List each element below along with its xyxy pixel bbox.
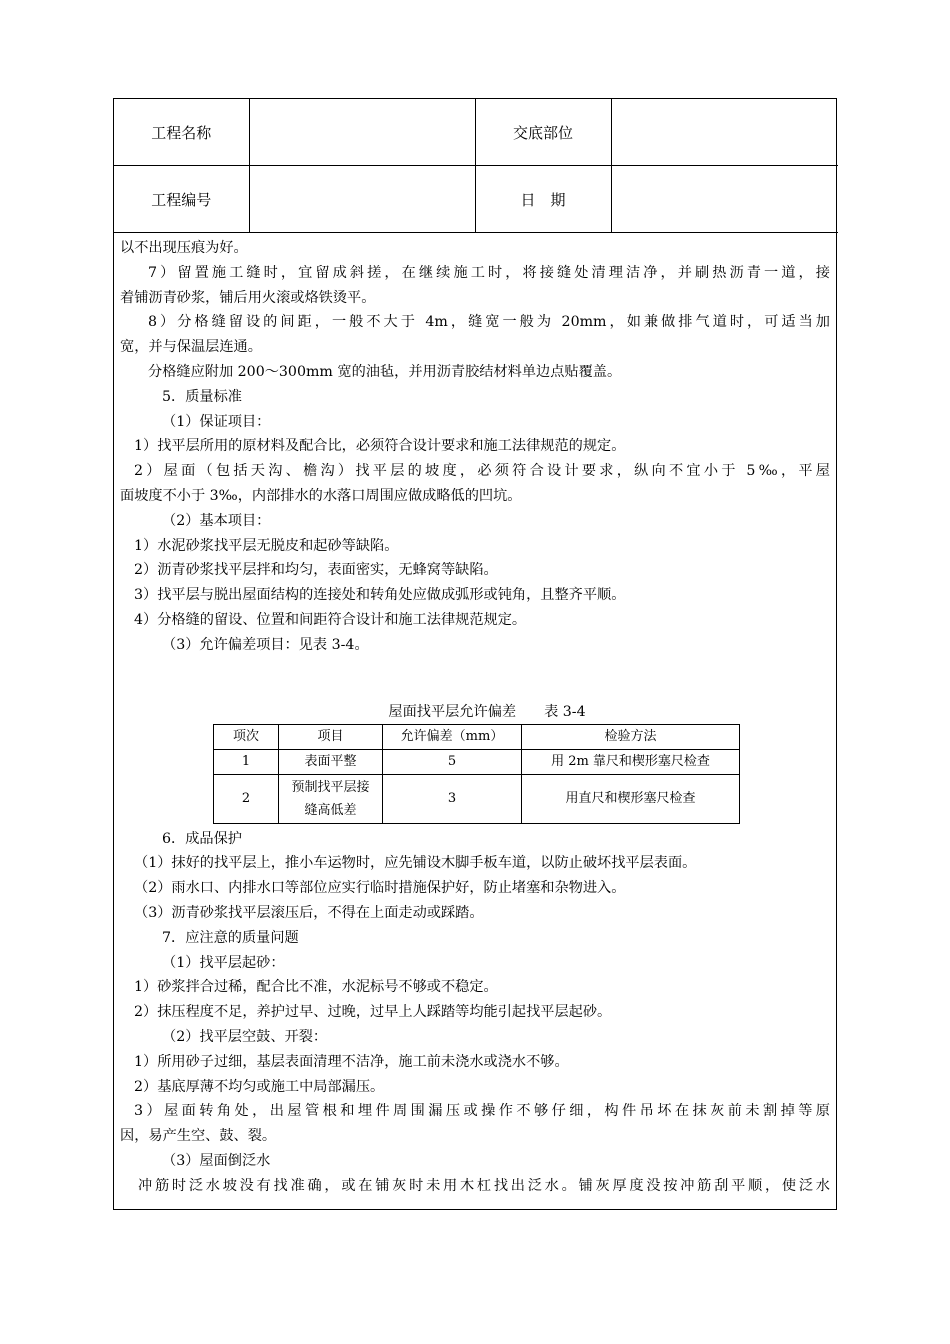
text-line: 2）屋面（包括天沟、檐沟）找平层的坡度，必须符合设计要求，纵向不宜小于 5‰，平屋: [134, 463, 830, 480]
project-name-label: 工程名称: [114, 99, 249, 166]
body-text: [114, 236, 836, 1199]
section-heading: 6．成品保护: [162, 830, 242, 847]
table-cell: [279, 774, 383, 823]
text-line: 分格缝应附加 200～300mm 宽的油毡，并用沥青胶结材料单边点贴覆盖。: [148, 363, 622, 380]
table-cell: 用 2m 靠尺和楔形塞尺检查: [522, 749, 740, 774]
subsection-heading: （2）基本项目：: [162, 512, 271, 529]
section-heading: 7．应注意的质量问题: [162, 929, 299, 946]
text-line: （2）雨水口、内排水口等部位应实行临时措施保护好，防止堵塞和杂物进入。: [134, 880, 626, 897]
subsection-heading: （2）找平层空鼓、开裂：: [162, 1028, 328, 1045]
table-header-cell: 项目: [279, 724, 383, 749]
table-cell: 2: [214, 774, 279, 823]
table-title: 屋面找平层允许偏差: [388, 703, 517, 720]
text-line: （1）抹好的找平层上，推小车运物时，应先铺设木脚手板车道，以防止破坏找平层表面。: [134, 855, 697, 872]
subsection-heading: （1）找平层起砂：: [162, 954, 285, 971]
text-line: 因，易产生空、鼓、裂。: [120, 1128, 277, 1145]
table-cell-line: 缝高低差: [304, 802, 357, 818]
disclosure-form: [113, 98, 837, 1210]
text-line: 3）找平层与脱出屋面结构的连接处和转角处应做成弧形或钝角，且整齐平顺。: [134, 587, 626, 604]
project-no-value[interactable]: [249, 166, 475, 233]
date-label: 日 期: [475, 166, 611, 233]
table-row: [214, 774, 740, 823]
table-header-cell: 检验方法: [522, 724, 740, 749]
text-line: 1）所用砂子过细，基层表面清理不洁净，施工前未浇水或浇水不够。: [134, 1053, 569, 1070]
project-no-label: 工程编号: [114, 166, 249, 233]
table-cell: 1: [214, 749, 279, 774]
text-line: （3）沥青砂浆找平层滚压后，不得在上面走动或踩踏。: [134, 904, 484, 921]
text-line: 3）屋面转角处，出屋管根和埋件周围漏压或操作不够仔细，构件吊坏在抹灰前未割掉等原: [134, 1103, 830, 1120]
subsection-heading: （3）允许偏差项目：见表 3-4。: [162, 636, 369, 653]
handover-part-value[interactable]: [611, 99, 838, 166]
text-line: 以不出现压痕为好。: [120, 240, 248, 256]
text-line: 7）留置施工缝时，宜留成斜搓，在继续施工时，将接缝处清理洁净，并刷热沥青一道，接: [148, 264, 830, 281]
table-cell: 5: [383, 749, 522, 774]
deviation-table: [213, 724, 740, 824]
text-line: 2）沥青砂浆找平层拌和均匀，表面密实，无蜂窝等缺陷。: [134, 562, 498, 579]
table-cell: 用直尺和楔形塞尺检查: [522, 774, 740, 823]
text-line: 1）找平层所用的原材料及配合比，必须符合设计要求和施工法律规范的规定。: [134, 438, 626, 455]
table-cell: 3: [383, 774, 522, 823]
header-table: [114, 99, 838, 233]
date-value[interactable]: [611, 166, 838, 233]
table-header-cell: 允许偏差（mm）: [383, 724, 522, 749]
text-line: 面坡度不小于 3‰，内部排水的水落口周围应做成略低的凹坑。: [120, 487, 522, 504]
text-line: 1）水泥砂浆找平层无脱皮和起砂等缺陷。: [134, 537, 399, 554]
project-name-value[interactable]: [249, 99, 475, 166]
text-line: 8）分格缝留设的间距，一般不大于 4m，缝宽一般为 20mm，如兼做排气道时，可适当加: [148, 314, 830, 331]
table-number: 表 3-4: [544, 703, 586, 720]
text-line: 2）基底厚薄不均匀或施工中局部漏压。: [134, 1078, 385, 1095]
table-cell: 表面平整: [279, 749, 383, 774]
text-line: 着铺沥青砂浆，铺后用火滚或烙铁烫平。: [120, 289, 376, 306]
text-line: 1）砂浆拌合过稀，配合比不准，水泥标号不够或不稳定。: [134, 979, 498, 996]
table-row: [214, 749, 740, 774]
text-line: 2）抹压程度不足，养护过早、过晚，过早上人踩踏等均能引起找平层起砂。: [134, 1004, 612, 1021]
table-header-cell: 项次: [214, 724, 279, 749]
text-line: 4）分格缝的留设、位置和间距符合设计和施工法律规范规定。: [134, 611, 527, 628]
subsection-heading: （3）屋面倒泛水: [162, 1152, 271, 1169]
handover-part-label: 交底部位: [475, 99, 611, 166]
table-caption: [120, 700, 830, 724]
section-heading: 5．质量标准: [162, 388, 242, 405]
table-cell-line: 预制找平层接: [291, 779, 370, 795]
text-line: 冲筋时泛水坡没有找准确，或在铺灰时未用木杠找出泛水。铺灰厚度没按冲筋刮平顺，使泛水: [138, 1177, 830, 1194]
subsection-heading: （1）保证项目：: [162, 413, 271, 430]
text-line: 宽，并与保温层连通。: [120, 339, 262, 356]
